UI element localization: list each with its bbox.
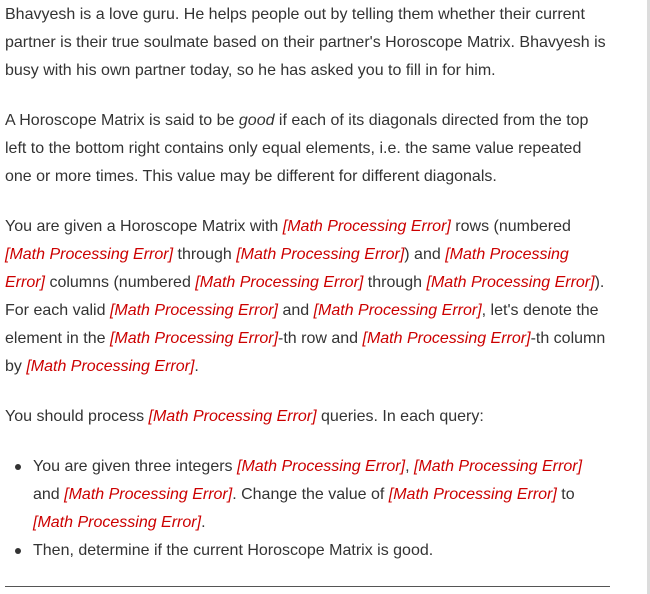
text-span: columns (numbered xyxy=(45,274,196,291)
math-error: [Math Processing Error] xyxy=(195,274,364,291)
math-error: [Math Processing Error] xyxy=(148,408,317,425)
text-span: , xyxy=(405,458,414,475)
text-span: Then, determine if the current Horoscope Matrix is good. xyxy=(33,542,434,559)
text-span: ). For each valid xyxy=(5,274,605,319)
text-span: ) and xyxy=(404,246,446,263)
intro-paragraph: Bhavyesh is a love guru. He helps people out by telling them whether their current partner is their true soulmate based on their partner's Horoscope Matrix. Bhavyesh is busy with his own partner today, so he has asked you to fill in for him. xyxy=(5,6,606,79)
math-error: [Math Processing Error] xyxy=(5,246,174,263)
math-error: [Math Processing Error] xyxy=(313,302,482,319)
text-span: and xyxy=(33,486,65,503)
text-span: through xyxy=(173,246,237,263)
math-error: [Math Processing Error] xyxy=(426,274,595,291)
good-emphasis: good xyxy=(238,112,275,129)
text-span: . Change the value of xyxy=(232,486,389,503)
math-error: [Math Processing Error] xyxy=(388,486,557,503)
text-span: You should process xyxy=(5,408,149,425)
math-error: [Math Processing Error] xyxy=(33,514,202,531)
text-span: -th column by xyxy=(5,330,606,375)
math-error: [Math Processing Error] xyxy=(413,458,583,475)
text-span: . xyxy=(201,514,206,531)
math-error: [Math Processing Error] xyxy=(237,458,406,475)
input-paragraph xyxy=(5,213,610,381)
text-span: . xyxy=(194,358,199,375)
text-span: You are given three integers xyxy=(33,458,237,475)
section-divider xyxy=(5,586,610,587)
text-span: -th row and xyxy=(278,330,363,347)
math-error: [Math Processing Error] xyxy=(26,358,195,375)
math-error: [Math Processing Error] xyxy=(109,330,279,347)
math-error: [Math Processing Error] xyxy=(236,246,405,263)
bullet-icon xyxy=(15,548,21,554)
bullet-icon xyxy=(15,464,21,470)
text-span: to xyxy=(556,486,575,503)
math-error: [Math Processing Error] xyxy=(64,486,233,503)
math-error: [Math Processing Error] xyxy=(5,246,569,291)
query-steps-list xyxy=(5,453,610,565)
math-error: [Math Processing Error] xyxy=(362,330,531,347)
definition-paragraph xyxy=(5,107,610,191)
text-span: rows (numbered xyxy=(450,218,571,235)
text-span: and xyxy=(278,302,314,319)
text-span: through xyxy=(363,274,427,291)
text-span: if each of its diagonals directed from the top left to the bottom right contains only equal elements, i.e. the same value repeated one or more times. This value may be different for different diagonals. xyxy=(5,112,589,185)
text-span: , let's denote the element in the xyxy=(5,302,599,347)
list-item xyxy=(5,453,610,537)
list-item xyxy=(5,537,610,565)
text-span: A Horoscope Matrix is said to be xyxy=(5,112,239,129)
math-error: [Math Processing Error] xyxy=(282,218,451,235)
text-span: You are given a Horoscope Matrix with xyxy=(5,218,283,235)
queries-paragraph xyxy=(5,403,610,431)
text-span: queries. In each query: xyxy=(316,408,484,425)
math-error: [Math Processing Error] xyxy=(109,302,278,319)
